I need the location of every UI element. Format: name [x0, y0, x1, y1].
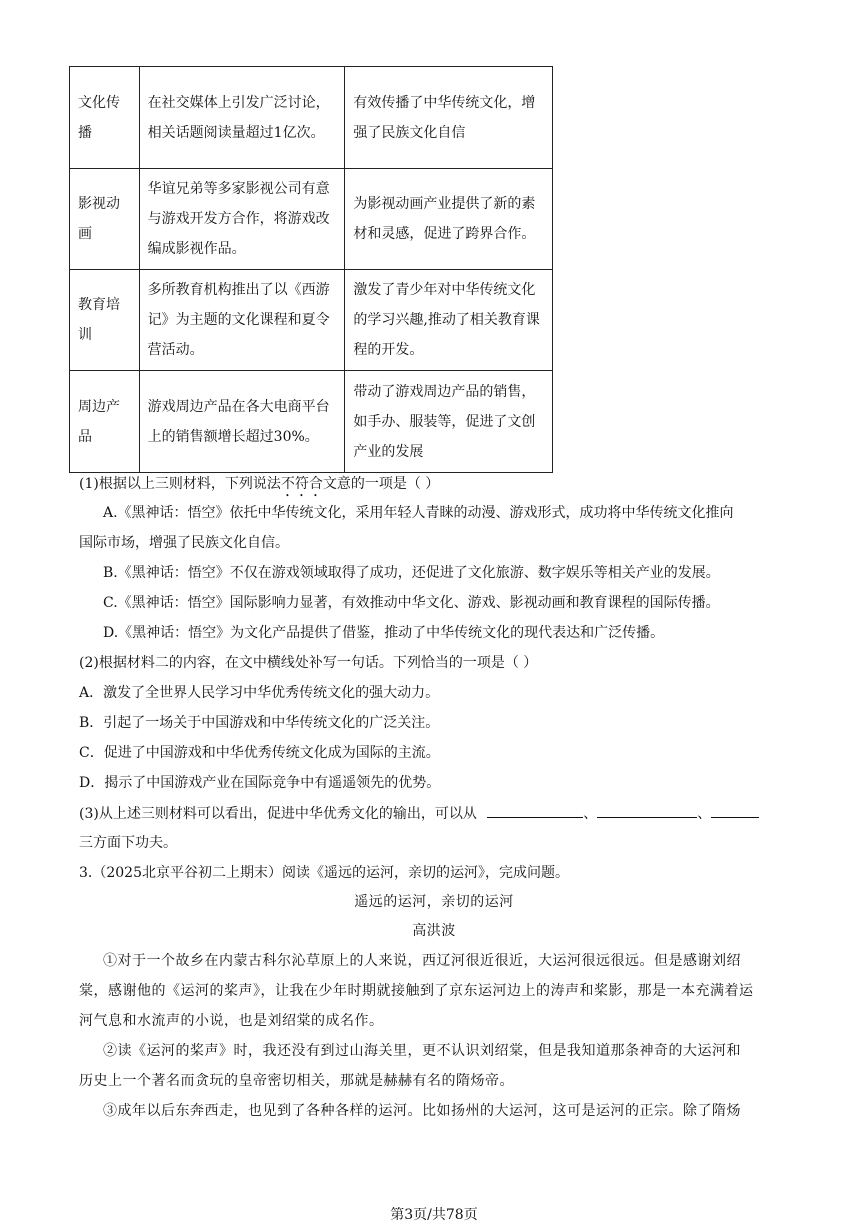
table-cell-impact: 激发了青少年对中华传统文化的学习兴趣,推动了相关教育课程的开发。	[345, 270, 553, 371]
table-cell-event: 多所教育机构推出了以《西游记》为主题的文化课程和夏令营活动。	[139, 270, 345, 371]
table-cell-impact: 为影视动画产业提供了新的素材和灵感，促进了跨界合作。	[345, 169, 553, 270]
q3-line2: 三方面下功夫。	[79, 835, 177, 851]
answer-blank-2[interactable]	[597, 803, 697, 818]
table-row	[70, 371, 553, 473]
q2-option-a: A．激发了全世界人民学习中华优秀传统文化的强大动力。	[79, 685, 440, 701]
section3-heading: 3.（2025北京平谷初二上期末）阅读《遥远的运河，亲切的运河》，完成问题。	[79, 865, 569, 881]
table-cell-event: 华谊兄弟等多家影视公司有意与游戏开发方合作，将游戏改编成影视作品。	[139, 169, 345, 270]
q1-option-c: C.《黑神话：悟空》国际影响力显著，有效推动中华文化、游戏、影视动画和教育课程的国际传播。	[103, 595, 720, 611]
q3-stem: (3)从上述三则材料可以看出，促进中华优秀文化的输出，可以从 、 、	[79, 803, 759, 824]
q2-option-d: D．揭示了中国游戏产业在国际竞争中有遥遥领先的优势。	[79, 775, 441, 791]
table-cell-impact: 带动了游戏周边产品的销售，如手办、服装等，促进了文创产业的发展	[345, 371, 553, 473]
info-table	[69, 66, 553, 473]
answer-blank-3[interactable]	[711, 803, 759, 818]
q1-option-a-line1: A.《黑神话：悟空》依托中华传统文化，采用年轻人青睐的动漫、游戏形式，成功将中华传统文化推向	[103, 505, 734, 521]
article-title: 遥远的运河，亲切的运河	[354, 894, 514, 910]
q1-emphasis: 不符合	[280, 476, 323, 492]
paragraph-1-line3: 河气息和水流声的小说，也是刘绍棠的成名作。	[79, 1013, 384, 1029]
q1-stem: (1)根据以上三则材料，下列说法不符合文意的一项是（ ）	[79, 476, 440, 492]
q2-stem: (2)根据材料二的内容，在文中横线处补写一句话。下列恰当的一项是（ ）	[79, 655, 538, 671]
table-cell-field: 教育培训	[70, 270, 140, 371]
table-row	[70, 67, 553, 169]
page-footer: 第3页/共78页	[390, 1207, 478, 1223]
paragraph-1-line1: ①对于一个故乡在内蒙古科尔沁草原上的人来说，西辽河很近很近，大运河很远很远。但是感谢刘绍	[103, 953, 741, 969]
q2-option-b: B．引起了一场关于中国游戏和中华传统文化的广泛关注。	[79, 715, 440, 731]
paragraph-1-line2: 棠，感谢他的《运河的桨声》，让我在少年时期就接触到了京东运河边上的涛声和桨影，那是一本充满着运	[79, 983, 754, 999]
answer-blank-1[interactable]	[487, 803, 583, 818]
table-cell-field: 影视动画	[70, 169, 140, 270]
q1-option-d: D.《黑神话：悟空》为文化产品提供了借鉴，推动了中华传统文化的现代表达和广泛传播。	[103, 625, 665, 641]
table-cell-impact: 有效传播了中华传统文化，增强了民族文化自信	[345, 67, 553, 169]
table-row	[70, 169, 553, 270]
q1-option-a-line2: 国际市场，增强了民族文化自信。	[79, 535, 289, 551]
paragraph-2-line1: ②读《运河的桨声》时，我还没有到过山海关里，更不认识刘绍棠，但是我知道那条神奇的大运河和	[103, 1043, 741, 1059]
paragraph-2-line2: 历史上一个著名而贪玩的皇帝密切相关，那就是赫赫有名的隋炀帝。	[79, 1073, 514, 1089]
paragraph-3-line1: ③成年以后东奔西走，也见到了各种各样的运河。比如扬州的大运河，这可是运河的正宗。除了隋炀	[103, 1103, 741, 1119]
table-cell-event: 游戏周边产品在各大电商平台上的销售额增长超过30%。	[139, 371, 345, 473]
table-cell-event: 在社交媒体上引发广泛讨论，相关话题阅读量超过1亿次。	[139, 67, 345, 169]
table-cell-field: 周边产品	[70, 371, 140, 473]
table-row	[70, 270, 553, 371]
table-cell-field: 文化传播	[70, 67, 140, 169]
q1-option-b: B.《黑神话：悟空》不仅在游戏领域取得了成功，还促进了文化旅游、数字娱乐等相关产业的发展。	[103, 565, 720, 581]
q2-option-c: C．促进了中国游戏和中华优秀传统文化成为国际的主流。	[79, 745, 440, 761]
article-author: 高洪波	[412, 923, 456, 939]
